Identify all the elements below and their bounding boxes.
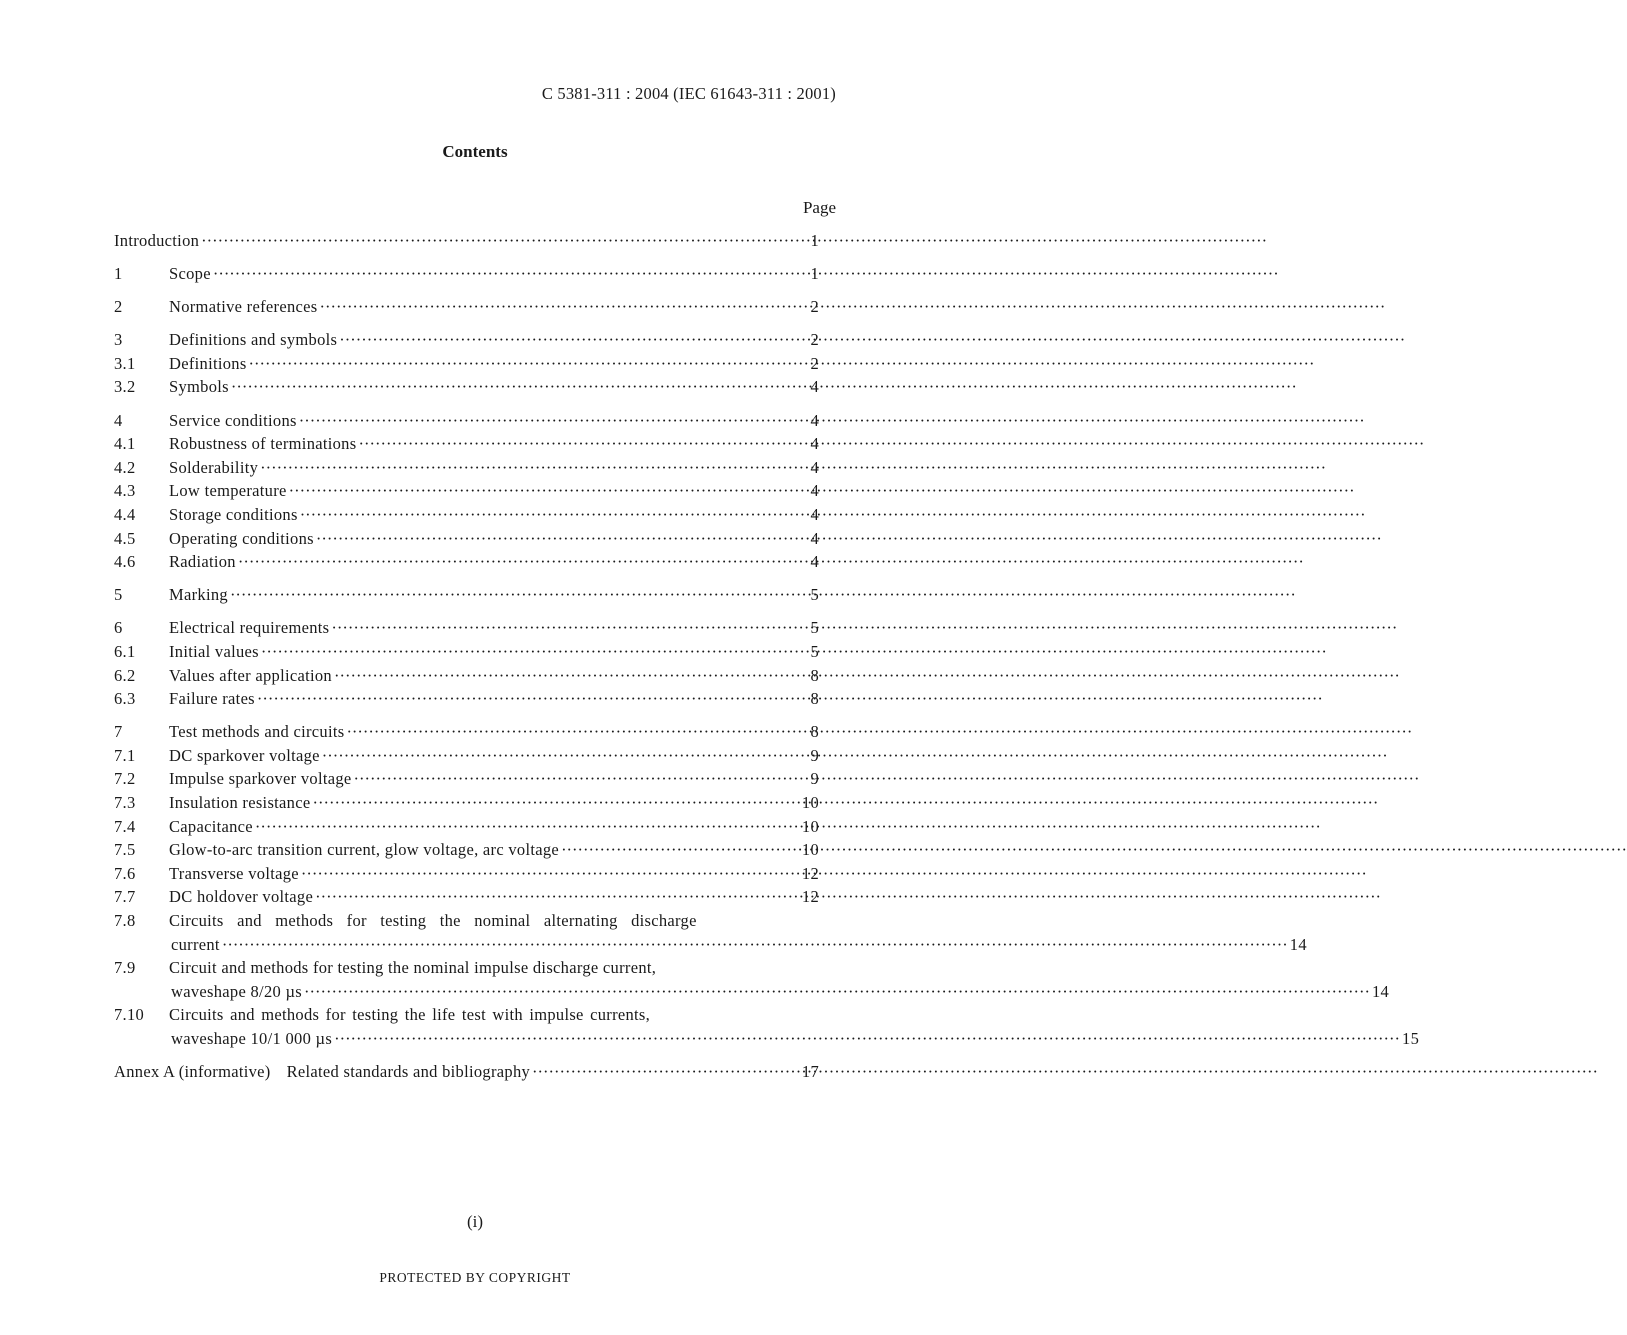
toc-entry-annex-a[interactable] — [114, 1060, 819, 1084]
toc-page: 4 — [810, 504, 819, 524]
dot-leader — [339, 328, 808, 352]
toc-number: 7.2 — [114, 769, 136, 789]
toc-number: 7.3 — [114, 792, 136, 812]
dot-leader — [261, 640, 809, 664]
dot-leader — [231, 375, 809, 399]
toc-number: 4.5 — [114, 528, 136, 548]
dot-leader — [334, 1027, 1400, 1051]
toc-entry[interactable] — [114, 664, 819, 688]
toc-entry[interactable] — [114, 744, 819, 768]
toc-entry[interactable] — [114, 527, 819, 551]
toc-entry[interactable] — [114, 432, 819, 456]
toc-label-line1 — [169, 909, 1307, 933]
toc-number: 5 — [114, 585, 123, 605]
toc-page: 1 — [810, 231, 819, 250]
toc-label: Circuits and methods for testing the life test with impulse currents, — [169, 1005, 651, 1025]
dot-leader — [301, 862, 800, 886]
toc-number: 1 — [114, 264, 123, 284]
toc-entry[interactable] — [114, 791, 819, 815]
toc-page: 4 — [810, 481, 819, 501]
toc-entry[interactable] — [114, 687, 819, 711]
toc-page: 8 — [810, 689, 819, 709]
toc-label: Normative references — [169, 297, 318, 317]
toc-page: 2 — [810, 330, 819, 350]
page-title: Contents — [442, 142, 508, 161]
toc-number: 3 — [114, 330, 123, 350]
toc-label: Storage conditions — [169, 504, 298, 524]
toc-entry[interactable] — [114, 956, 1390, 1003]
toc-number: 2 — [114, 297, 123, 317]
dot-leader — [300, 503, 809, 527]
toc-number: 4.1 — [114, 434, 136, 454]
toc-page: 5 — [810, 585, 819, 605]
toc-label: Initial values — [169, 641, 259, 661]
toc-label: Circuit and methods for testing the nominal impulse discharge current, — [169, 958, 657, 978]
dot-leader — [257, 687, 809, 711]
toc-number: 6.1 — [114, 641, 136, 661]
toc-page: 4 — [810, 434, 819, 454]
toc-label-line2: current — [171, 934, 220, 954]
toc-label: Operating conditions — [169, 528, 314, 548]
dot-leader — [312, 791, 799, 815]
toc-number: 4.2 — [114, 457, 136, 477]
toc-page: 9 — [810, 745, 819, 765]
toc-entry-introduction[interactable] — [114, 229, 819, 253]
toc-label: Glow-to-arc transition current, glow voltage, arc voltage — [169, 840, 560, 860]
dot-leader — [289, 479, 809, 503]
dot-leader — [354, 767, 809, 791]
toc-label: Test methods and circuits — [169, 722, 345, 742]
toc-number: 4.3 — [114, 481, 136, 501]
dot-leader — [358, 432, 808, 456]
toc-label: Definitions and symbols — [169, 330, 338, 350]
toc-page: 14 — [1289, 934, 1307, 954]
toc-entry[interactable] — [114, 295, 819, 319]
toc-entry[interactable] — [114, 815, 819, 839]
toc-label: DC sparkover voltage — [169, 745, 320, 765]
toc-number: 7.5 — [114, 840, 136, 860]
toc-label: Introduction — [114, 231, 200, 250]
toc-page: 12 — [801, 863, 819, 883]
toc-entry[interactable] — [114, 352, 819, 376]
toc-entry[interactable] — [114, 375, 819, 399]
toc-page: 17 — [801, 1062, 819, 1081]
toc-entry[interactable] — [114, 503, 819, 527]
dot-leader — [255, 815, 800, 839]
toc-entry[interactable] — [114, 456, 819, 480]
toc-entry[interactable] — [114, 838, 819, 862]
toc-page: 10 — [801, 792, 819, 812]
dot-leader — [316, 527, 809, 551]
toc-label: Low temperature — [169, 481, 287, 501]
toc-entry[interactable] — [114, 1003, 1420, 1050]
toc-page: 4 — [810, 457, 819, 477]
toc-page: 4 — [810, 410, 819, 430]
dot-leader — [249, 352, 809, 376]
toc-label: DC holdover voltage — [169, 887, 314, 907]
toc-page: 14 — [1371, 981, 1390, 1001]
dot-leader — [532, 1060, 800, 1084]
toc-page: 4 — [810, 552, 819, 572]
toc-entry[interactable] — [114, 583, 819, 607]
dot-leader — [201, 229, 808, 253]
toc-label: Failure rates — [169, 689, 255, 709]
toc-label: Circuits and methods for testing the nominal alternating discharge — [169, 910, 697, 930]
toc-entry[interactable] — [114, 616, 819, 640]
document-header: C 5381-311 : 2004 (IEC 61643-311 : 2001) — [541, 84, 836, 103]
toc-number: 3.2 — [114, 377, 136, 397]
dot-leader — [322, 744, 809, 768]
toc-number: 7.10 — [114, 1005, 145, 1025]
toc-page: 4 — [810, 528, 819, 548]
dot-leader — [315, 885, 800, 909]
toc-entry[interactable] — [114, 862, 819, 886]
toc-label: Robustness of terminations — [169, 434, 357, 454]
toc-label: Related standards and bibliography — [286, 1062, 531, 1081]
dot-leader — [213, 262, 809, 286]
toc-label-line1 — [169, 1003, 1419, 1027]
dot-leader — [299, 409, 809, 433]
toc-label: Radiation — [169, 552, 236, 572]
toc-number: 7.7 — [114, 887, 136, 907]
toc-entry[interactable] — [114, 328, 819, 352]
toc-page: 2 — [810, 297, 819, 317]
toc-label: Definitions — [169, 353, 247, 373]
toc-page: 5 — [810, 618, 819, 638]
table-of-contents — [114, 229, 1420, 1084]
toc-number: 7.1 — [114, 745, 136, 765]
toc-entry[interactable] — [114, 909, 1307, 956]
toc-label: Solderability — [169, 457, 259, 477]
toc-number: 4.4 — [114, 504, 136, 524]
toc-page: 1 — [810, 264, 819, 284]
page-number: (i) — [466, 1212, 484, 1231]
toc-page: 2 — [810, 353, 819, 373]
dot-leader — [260, 456, 808, 480]
dot-leader — [346, 720, 808, 744]
toc-number: 7.4 — [114, 816, 136, 836]
toc-label: Insulation resistance — [169, 792, 311, 812]
toc-number: 6.2 — [114, 665, 136, 685]
toc-label: Symbols — [169, 377, 229, 397]
toc-entry[interactable] — [114, 885, 819, 909]
dot-leader — [230, 583, 809, 607]
toc-number: 7.6 — [114, 863, 136, 883]
dot-leader — [222, 933, 1288, 957]
toc-entry[interactable] — [114, 409, 819, 433]
page-column-label: Page — [802, 198, 836, 217]
toc-entry[interactable] — [114, 550, 819, 574]
toc-page: 15 — [1402, 1028, 1420, 1048]
toc-label: Impulse sparkover voltage — [169, 769, 352, 789]
toc-entry[interactable] — [114, 640, 819, 664]
toc-number: 7.8 — [114, 910, 136, 930]
toc-label: Marking — [169, 585, 228, 605]
toc-label-line2: waveshape 8/20 µs — [171, 981, 302, 1001]
dot-leader — [334, 664, 808, 688]
toc-number: 7.9 — [114, 958, 136, 978]
toc-label-line2: waveshape 10/1 000 µs — [171, 1028, 333, 1048]
toc-page: 10 — [801, 816, 819, 836]
toc-number: 7 — [114, 722, 123, 742]
toc-label: Service conditions — [169, 410, 297, 430]
annex-prefix: Annex A (informative) — [114, 1062, 271, 1081]
copyright-notice: PROTECTED BY COPYRIGHT — [379, 1270, 571, 1285]
toc-label: Transverse voltage — [169, 863, 299, 883]
toc-number: 4.6 — [114, 552, 136, 572]
toc-label: Scope — [169, 264, 211, 284]
toc-number: 4 — [114, 410, 123, 430]
toc-label: Electrical requirements — [169, 618, 330, 638]
toc-entry[interactable] — [114, 720, 819, 744]
toc-page: 12 — [801, 887, 819, 907]
toc-number: 6 — [114, 618, 123, 638]
dot-leader — [238, 550, 809, 574]
toc-page: 5 — [810, 641, 819, 661]
toc-page: 10 — [801, 840, 819, 860]
toc-label: Capacitance — [169, 816, 253, 836]
toc-label: Values after application — [169, 665, 332, 685]
toc-page: 8 — [810, 665, 819, 685]
toc-number: 3.1 — [114, 353, 136, 373]
dot-leader — [561, 838, 800, 862]
toc-entry[interactable] — [114, 479, 819, 503]
dot-leader — [304, 980, 1370, 1004]
toc-number: 6.3 — [114, 689, 136, 709]
dot-leader — [331, 616, 808, 640]
dot-leader — [319, 295, 808, 319]
toc-label-line1 — [169, 956, 1389, 980]
toc-page: 8 — [810, 722, 819, 742]
toc-page: 4 — [810, 377, 819, 397]
toc-entry[interactable] — [114, 767, 819, 791]
toc-entry[interactable] — [114, 262, 819, 286]
toc-page: 9 — [810, 769, 819, 789]
